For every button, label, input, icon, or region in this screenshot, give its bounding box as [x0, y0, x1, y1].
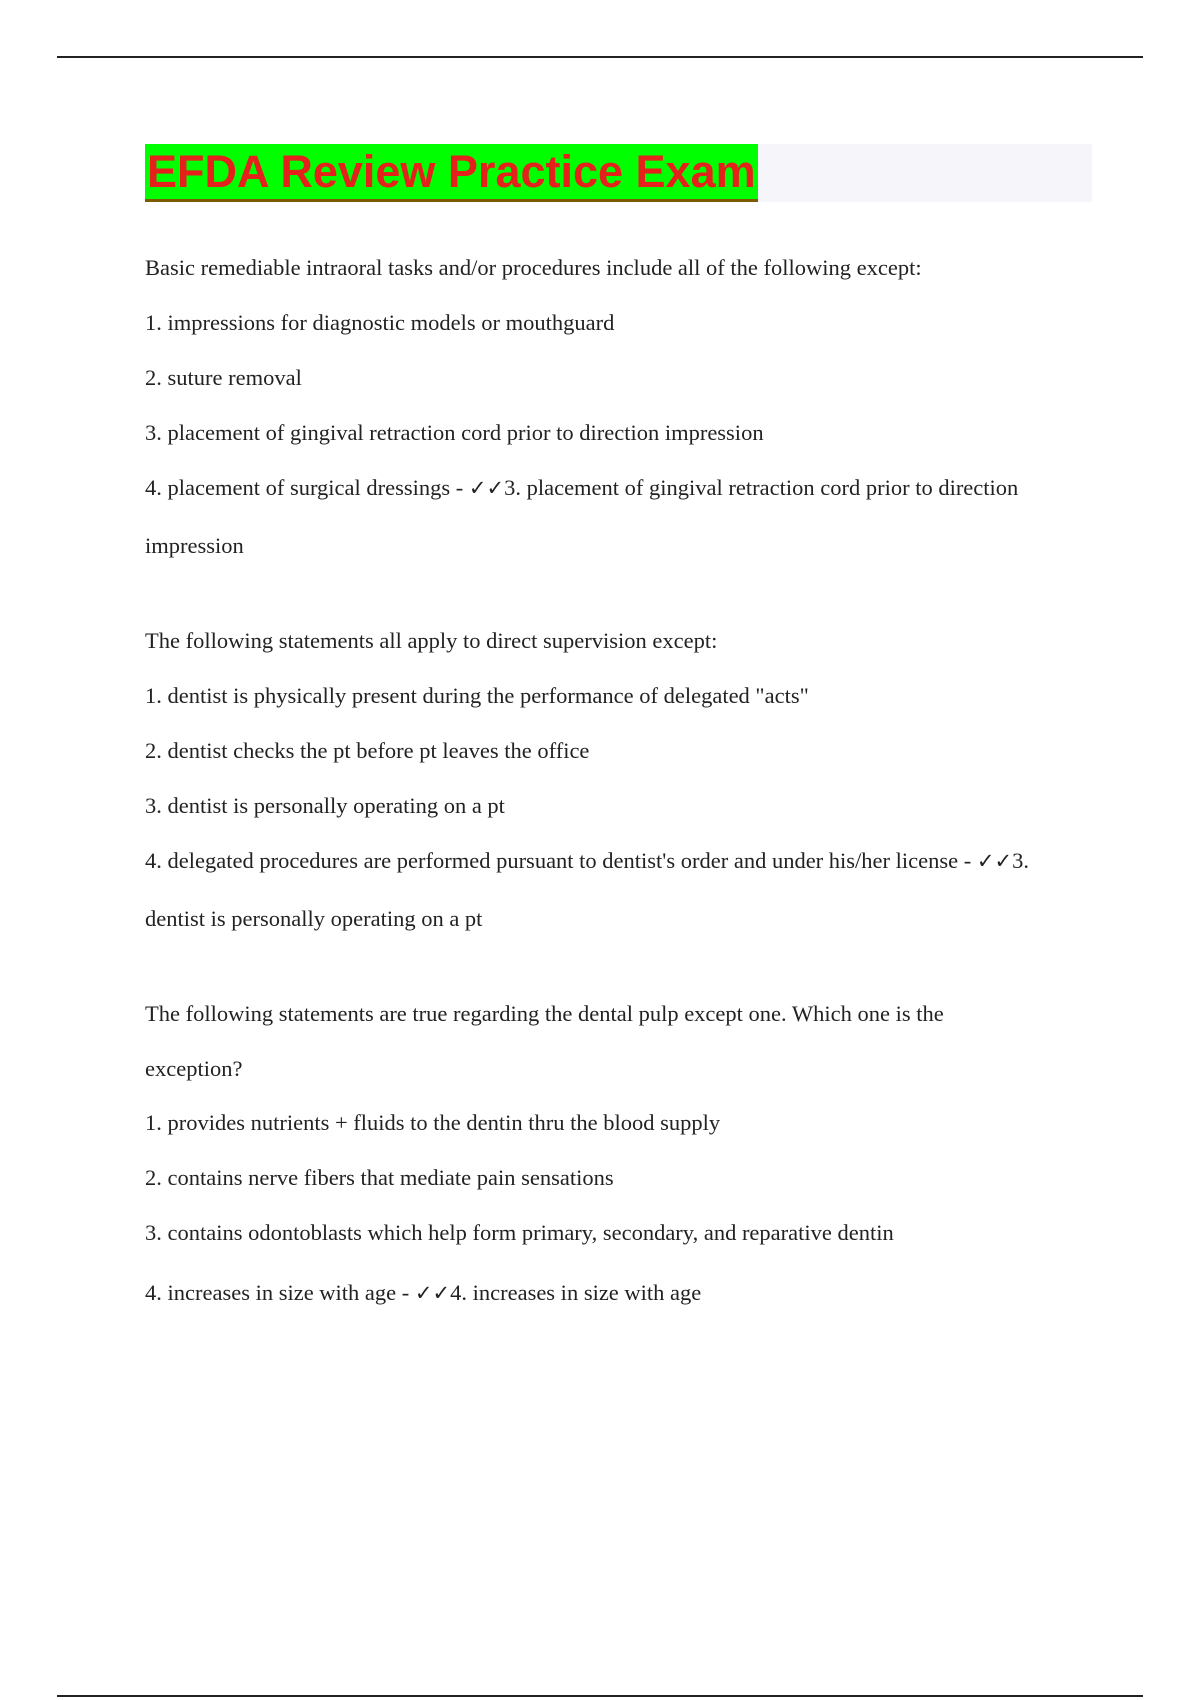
- correct-answer: 3. placement of gingival retraction cord prior to direction impression: [145, 475, 1019, 558]
- answer-option: 3. placement of gingival retraction cord prior to direction impression: [145, 420, 764, 445]
- answer-option: 1. provides nutrients + fluids to the dentin thru the blood supply: [145, 1110, 721, 1135]
- answer-option: 4. delegated procedures are performed pursuant to dentist's order and under his/her license -: [145, 848, 972, 873]
- question-stem: The following statements all apply to direct supervision except:: [145, 628, 718, 653]
- question-list: [145, 254, 1095, 1307]
- answer-option: 3. dentist is personally operating on a pt: [145, 793, 505, 818]
- answer-option-with-key: [145, 1279, 1095, 1307]
- header-rule: [57, 56, 1143, 58]
- question-2: [145, 627, 1095, 948]
- answer-option: 1. dentist is physically present during the performance of delegated "acts": [145, 683, 809, 708]
- question-1: [145, 254, 1095, 575]
- question-3: [145, 986, 1095, 1307]
- answer-option-with-key: [145, 832, 1045, 948]
- answer-option: 3. contains odontoblasts which help form primary, secondary, and reparative dentin: [145, 1220, 894, 1245]
- correct-answer: 3. dentist is personally operating on a pt: [145, 848, 1029, 931]
- title-bar: [145, 144, 1092, 202]
- answer-option: 1. impressions for diagnostic models or mouthguard: [145, 310, 615, 335]
- document-body: [145, 144, 1095, 1359]
- check-mark-icon: ✓✓: [414, 1281, 451, 1305]
- answer-option: 2. contains nerve fibers that mediate pain sensations: [145, 1165, 614, 1190]
- check-mark-icon: ✓✓: [468, 476, 505, 500]
- document-title: EFDA Review Practice Exam: [145, 144, 758, 202]
- correct-answer: 4. increases in size with age: [450, 1280, 702, 1305]
- question-stem: Basic remediable intraoral tasks and/or procedures include all of the following except:: [145, 255, 922, 280]
- answer-option: 2. suture removal: [145, 365, 302, 390]
- answer-option-with-key: [145, 459, 1095, 575]
- check-mark-icon: ✓✓: [976, 849, 1013, 873]
- question-stem: The following statements are true regarding the dental pulp except one. Which one is the exception?: [145, 1001, 944, 1081]
- footer-rule: [57, 1695, 1143, 1697]
- answer-option: 4. increases in size with age -: [145, 1280, 410, 1305]
- answer-option: 2. dentist checks the pt before pt leaves the office: [145, 738, 590, 763]
- answer-option: 4. placement of surgical dressings -: [145, 475, 464, 500]
